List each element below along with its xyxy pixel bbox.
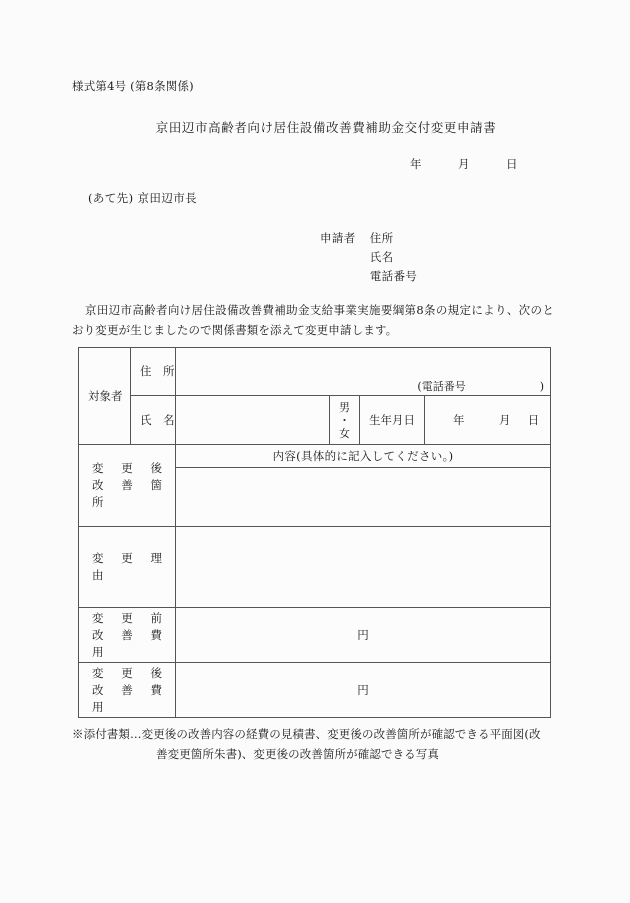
sex-female-label: 女 [339, 426, 350, 440]
change-location-label-line2: 改 善 箇 所 [92, 478, 174, 509]
cost-before-unit: 円 [357, 628, 369, 642]
form-number: 様式第4号 (第8条関係) [72, 79, 194, 93]
content-input-cell[interactable] [176, 468, 551, 527]
addressee-line: (あて先) 京田辺市長 [88, 191, 198, 205]
table-row-reason [79, 527, 551, 608]
birthdate-label-cell [360, 396, 425, 445]
telephone-note-open: (電話番号 [417, 380, 466, 393]
content-header-cell: 内容(具体的に記入してください。) [176, 445, 551, 468]
change-reason-input-cell[interactable] [176, 527, 551, 608]
address-label: 住 所 [140, 364, 175, 378]
birthdate-month-label: 月 [499, 413, 511, 427]
applicant-block [320, 229, 417, 286]
cost-before-input-cell[interactable] [176, 608, 551, 663]
applicant-name-label: 氏名 [369, 250, 394, 264]
date-entry-line [410, 156, 518, 172]
subject-label-cell [79, 348, 131, 445]
table-row-cost-before [79, 608, 551, 663]
cost-before-label-line1: 変 更 前 [92, 610, 162, 625]
footnote-line-1: ※添付書類…変更後の改善内容の経費の見積書、変更後の改善箇所が確認できる平面図(改 [72, 727, 541, 741]
telephone-note-close: ) [539, 380, 544, 393]
change-location-label-cell [79, 445, 176, 527]
telephone-note [417, 378, 544, 394]
table-row-address [79, 348, 551, 396]
applicant-address-label: 住所 [369, 231, 394, 245]
birthdate-label: 生年月日 [369, 412, 415, 427]
cost-after-input-cell[interactable] [176, 663, 551, 718]
change-reason-label-cell [79, 527, 176, 608]
date-month-label: 月 [458, 157, 470, 171]
table-row-name [79, 396, 551, 445]
change-reason-label: 変 更 理 由 [92, 551, 174, 582]
cost-after-label-cell [79, 663, 176, 718]
table-row-cost-after [79, 663, 551, 718]
footnote-line-2: 善変更箇所朱書)、変更後の改善箇所が確認できる写真 [156, 747, 439, 761]
birthdate-year-label: 年 [453, 413, 465, 427]
name-label-cell [131, 396, 176, 445]
cost-after-unit: 円 [357, 683, 369, 697]
address-label-cell [131, 348, 176, 396]
cost-after-label-line2: 改 善 費 用 [92, 682, 174, 714]
body-paragraph: 京田辺市高齢者向け居住設備改善費補助金支給事業実施要綱第8条の規定により、次のとおり変更が生じましたので関係書類を添えて変更申請します。 [72, 303, 554, 337]
date-year-label: 年 [410, 157, 422, 171]
document-title: 京田辺市高齢者向け居住設備改善費補助金交付変更申請書 [155, 120, 497, 135]
name-label: 氏 名 [140, 412, 175, 427]
footnote [72, 724, 564, 764]
birthdate-day-label: 日 [527, 413, 540, 427]
cost-before-label-line2: 改 善 費 用 [92, 627, 174, 659]
applicant-phone-label: 電話番号 [369, 269, 418, 283]
sex-cell[interactable] [330, 396, 360, 445]
application-table [78, 347, 551, 718]
birthdate-input-cell[interactable] [425, 396, 551, 445]
sex-male-label: 男 [339, 400, 350, 414]
applicant-label: 申請者 [320, 231, 356, 245]
cost-after-label-line1: 変 更 後 [92, 665, 162, 680]
name-input-cell[interactable] [176, 396, 330, 445]
cost-before-label-cell [79, 608, 176, 663]
date-day-label: 日 [506, 157, 518, 171]
sex-separator: ・ [339, 413, 350, 427]
change-location-label-line1: 変 更 後 [92, 461, 162, 475]
subject-label: 対象者 [88, 388, 123, 403]
address-input-cell[interactable] [176, 348, 551, 396]
table-row-content-header [79, 445, 551, 468]
